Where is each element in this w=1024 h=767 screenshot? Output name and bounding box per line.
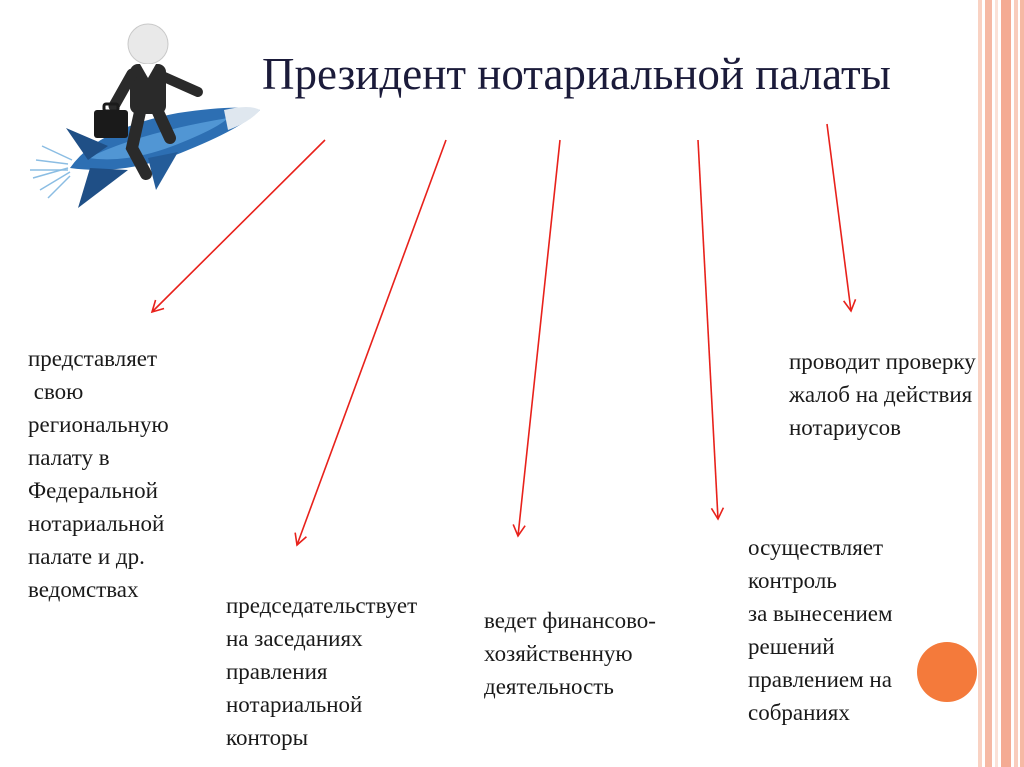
duty-chairs-meetings: председательствует на заседаниях правления нотариальной конторы: [226, 593, 418, 750]
arrow-to-duty-1: [152, 140, 325, 312]
arrow-to-duty-5: [827, 124, 851, 311]
duty-controls-decisions: осуществляет контроль за вынесением решений правлением на собраниях: [748, 535, 893, 725]
duty-financial-activity: ведет финансово- хозяйственную деятельность: [484, 608, 656, 699]
arrow-to-duty-2: [297, 140, 446, 545]
duty-represents-chamber: представляет свою региональную палату в Федеральной нотариальной палате и др. ведомствах: [28, 346, 169, 602]
page-title: Президент нотариальной палаты: [262, 49, 891, 99]
duty-reviews-complaints: проводит проверку жалоб на действия нотариусов: [789, 349, 976, 440]
accent-circle: [917, 642, 977, 702]
arrow-to-duty-3: [518, 140, 560, 536]
arrow-to-duty-4: [698, 140, 718, 519]
